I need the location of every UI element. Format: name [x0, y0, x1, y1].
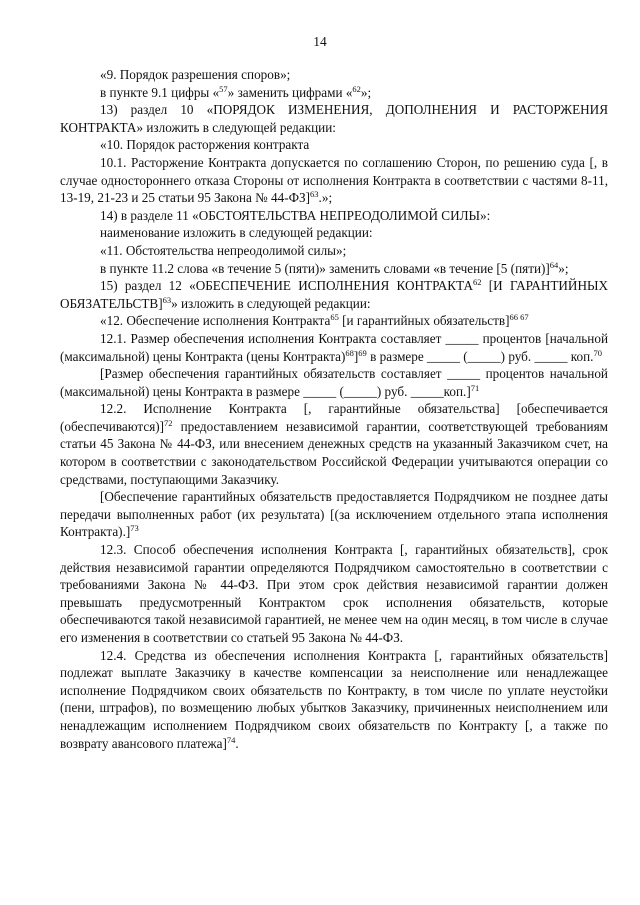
paragraph: [Обеспечение гарантийных обязательств предоставляется Подрядчиком не позднее даты передачи выполненных работ (их результата) [(за исключением отдельного этапа исполнения Контракта).]$^{73}$	[60, 489, 608, 540]
paragraph: «12. Обеспечение исполнения Контракта$^{65}$ [и гарантийных обязательств]$^{66 67}$	[100, 312, 529, 329]
paragraph: «10. Порядок расторжения контракта	[100, 137, 310, 153]
paragraph: в пункте 9.1 цифры «$^{57}$» заменить цифрами «$^{62}$»;	[100, 83, 372, 100]
paragraph: [Размер обеспечения гарантийных обязательств составляет _____ процентов начальной (максимальной) цены Контракта в размере _____ (_____) руб. _____коп.]$^{71}$	[60, 366, 608, 399]
paragraph: в пункте 11.2 слова «в течение 5 (пяти)» заменить словами «в течение [5 (пяти)]$^{64}$»;	[100, 259, 569, 276]
document-body	[60, 66, 608, 752]
paragraph: 12.4. Средства из обеспечения исполнения Контракта [, гарантийных обязательств] подлежат выплате Заказчику в качестве компенсации за неисполнение или ненадлежащее исполнение Подрядчиком своих обязательств по Контракту, в том числе по уплате неустойки (пени, штрафов), по возмещению любых убытков Заказчику, причиненных неисполнением или ненадлежащим исполнением Подрядчиком своих обязательств по Контракту [, а также по возврату авансового платежа]$^{74}$.	[60, 647, 608, 751]
paragraph: 10.1. Расторжение Контракта допускается по соглашению Сторон, по решению суда [, в случае одностороннего отказа Стороны от исполнения Контракта в соответствии с частями 8-11, 13-19, 21-23 и 25 статьи 95 Закона № 44-ФЗ]$^{63}$.»;	[60, 154, 608, 206]
paragraph: 15) раздел 12 «ОБЕСПЕЧЕНИЕ ИСПОЛНЕНИЯ КОНТРАКТА$^{62}$ [И ГАРАНТИЙНЫХ ОБЯЗАТЕЛЬСТВ]$^{63}$» изложить в следующей редакции:	[60, 277, 609, 311]
paragraph: «11. Обстоятельства непреодолимой силы»;	[100, 242, 347, 258]
paragraph: 12.2. Исполнение Контракта [, гарантийные обязательства] [обеспечивается (обеспечиваются)]$^{72}$ предоставлением независимой гарантии, соответствующей требованиям статьи 45 Закона № 44-ФЗ, или внесением денежных средств на указанный Заказчиком счет, на котором в соответствии с законодательством Российской Федерации учитываются операции со средствами, поступающими Заказчику.	[60, 401, 608, 487]
paragraph: наименование изложить в следующей редакции:	[100, 225, 373, 241]
paragraph: «9. Порядок разрешения споров»;	[100, 67, 291, 82]
paragraph: 12.1. Размер обеспечения исполнения Контракта составляет _____ процентов [начальной (максимальной) цены Контракта (цены Контракта)$^{68}$]$^{69}$ в размере _____ (_____) руб. _____ коп.$^{70}$	[60, 330, 608, 364]
paragraph: 14) в разделе 11 «ОБСТОЯТЕЛЬСТВА НЕПРЕОДОЛИМОЙ СИЛЫ»:	[100, 207, 491, 223]
page-number: 14	[313, 34, 327, 49]
paragraph: 12.3. Способ обеспечения исполнения Контракта [, гарантийных обязательств], срок действия независимой гарантии определяются Подрядчиком самостоятельно в соответствии с требованиями Закона № 44-ФЗ. При этом срок действия независимой гарантии должен превышать предусмотренный Контрактом срок исполнения обязательств, которые обеспечиваются такой независимой гарантией, не менее чем на один месяц, в том числе в случае его изменения в соответствии со статьей 95 Закона № 44-ФЗ.	[60, 542, 608, 645]
paragraph: 13) раздел 10 «ПОРЯДОК ИЗМЕНЕНИЯ, ДОПОЛНЕНИЯ И РАСТОРЖЕНИЯ КОНТРАКТА» изложить в следующей редакции:	[60, 102, 608, 135]
